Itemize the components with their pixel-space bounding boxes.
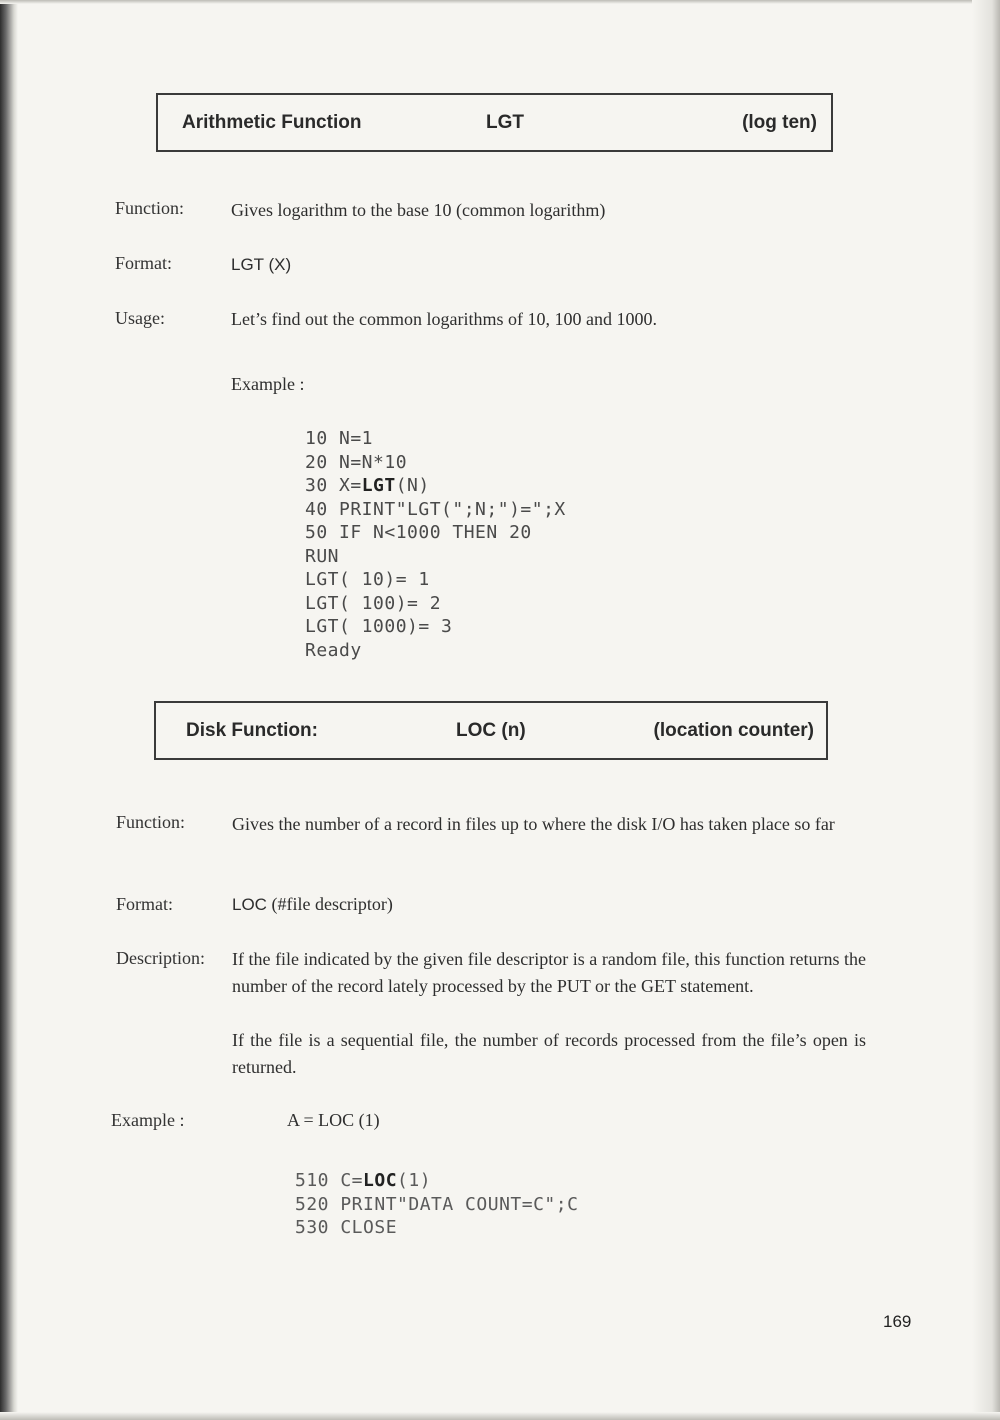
lgt-function-label: Function: <box>115 198 185 218</box>
loc-format-label: Format: <box>116 894 173 914</box>
lgt-format-text: LGT (X) <box>231 255 292 274</box>
loc-format-keyword: LOC <box>232 895 267 914</box>
lgt-code-listing <box>305 427 566 662</box>
code-line <box>295 1169 578 1193</box>
code-line: 10 N=1 <box>305 428 374 449</box>
code-line: LGT( 10)= 1 <box>305 569 430 590</box>
code-line: Ready <box>305 639 362 661</box>
code-text: 20 N=N*10 <box>305 451 408 473</box>
code-line <box>305 451 566 475</box>
lgt-function-text: Gives logarithm to the base 10 (common logarithm) <box>231 200 606 220</box>
loc-header-meaning: (location counter) <box>653 719 814 741</box>
loc-header-category: Disk Function: <box>186 719 318 741</box>
lgt-header-meaning: (log ten) <box>742 111 817 133</box>
code-line: 530 CLOSE <box>295 1217 398 1238</box>
page-top-edge <box>0 0 1000 4</box>
lgt-usage-label: Usage: <box>115 308 165 328</box>
code-keyword: LGT <box>361 475 396 496</box>
code-line: 40 PRINT"LGT(";N;")=";X <box>305 498 566 520</box>
page-right-edge <box>972 0 1000 1420</box>
loc-code-listing <box>295 1169 578 1240</box>
lgt-header-keyword: LGT <box>486 111 524 133</box>
code-line: LGT( 1000)= 3 <box>305 616 453 637</box>
loc-description-paragraph-2: If the file is a sequential file, the number of records processed from the file’s open is returned. <box>232 1030 866 1077</box>
loc-example-text: A = LOC (1) <box>287 1110 380 1130</box>
code-text: (N) <box>395 475 430 496</box>
lgt-format-label: Format: <box>115 253 172 273</box>
loc-description-label: Description: <box>116 948 205 968</box>
code-text: 30 X= <box>305 475 362 496</box>
lgt-header-box <box>156 93 833 152</box>
loc-header-box <box>154 701 828 760</box>
code-line: 520 PRINT"DATA COUNT=C";C <box>295 1193 579 1215</box>
code-text: (1) <box>397 1170 432 1191</box>
lgt-usage-text: Let’s find out the common logarithms of 10, 100 and 1000. <box>231 309 657 329</box>
code-line <box>305 474 566 498</box>
lgt-example-label: Example : <box>231 374 305 394</box>
code-line: RUN <box>305 545 340 567</box>
loc-format-text <box>232 891 393 918</box>
page-bottom-edge <box>0 1412 1000 1420</box>
page-binding-edge <box>0 0 18 1420</box>
loc-description-paragraph-1: If the file indicated by the given file descriptor is a random file, this function returns the number of the record lately processed by the PUT or the GET statement. <box>232 949 866 996</box>
loc-format-rest: (#file descriptor) <box>266 894 393 914</box>
code-text: 510 C= <box>295 1170 364 1191</box>
code-line: LGT( 100)= 2 <box>305 592 442 614</box>
loc-function-label: Function: <box>116 812 186 832</box>
code-line: 50 IF N<1000 THEN 20 <box>305 522 532 543</box>
code-keyword: LOC <box>363 1170 398 1191</box>
loc-header-keyword: LOC (n) <box>456 719 526 741</box>
lgt-header-category: Arithmetic Function <box>182 111 362 133</box>
loc-function-text: Gives the number of a record in files up to where the disk I/O has taken place so far <box>232 814 835 834</box>
loc-example-label: Example : <box>111 1110 185 1130</box>
page-number: 169 <box>883 1312 912 1331</box>
